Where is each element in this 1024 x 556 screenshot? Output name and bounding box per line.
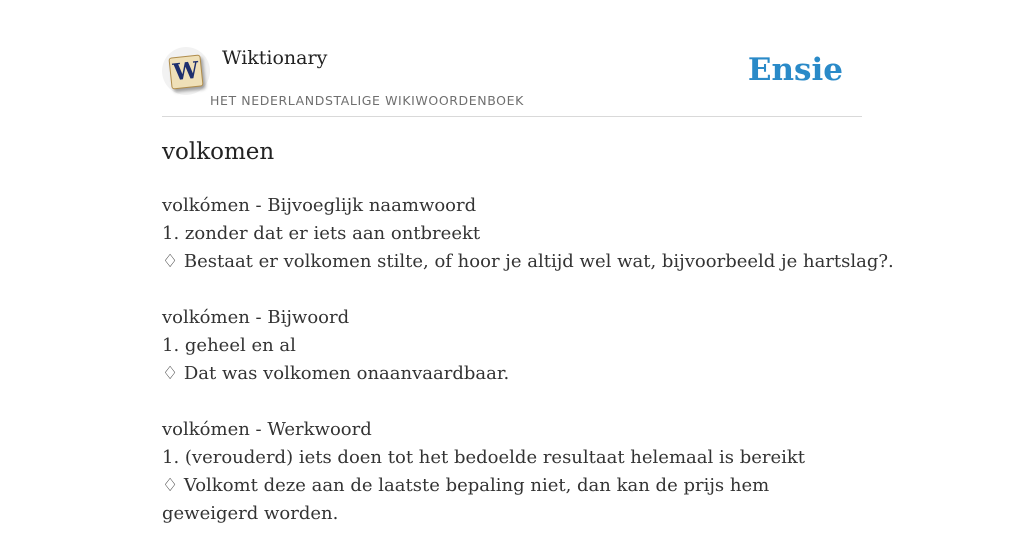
definition-list bbox=[162, 192, 894, 556]
entry-example: ♢ Dat was volkomen onaanvaardbaar. bbox=[162, 363, 510, 384]
logo-tile bbox=[168, 54, 203, 89]
entry-definition: 1. (verouderd) iets doen tot het bedoelde resultaat helemaal is bereikt bbox=[162, 447, 806, 468]
site-tagline: HET NEDERLANDSTALIGE WIKIWOORDENBOEK bbox=[210, 93, 524, 108]
entry-verb bbox=[162, 416, 862, 528]
entry-definition: 1. zonder dat er iets aan ontbreekt bbox=[162, 223, 481, 244]
ensie-brand-link[interactable]: Ensie bbox=[747, 52, 843, 88]
entry-example: ♢ Bestaat er volkomen stilte, of hoor je altijd wel wat, bijvoorbeeld je hartslag?. bbox=[162, 251, 894, 272]
entry-definition: 1. geheel en al bbox=[162, 335, 296, 356]
site-header bbox=[162, 44, 862, 117]
entry-adverb bbox=[162, 304, 862, 388]
page-title: volkomen bbox=[162, 139, 275, 165]
wiktionary-logo-icon[interactable] bbox=[162, 47, 210, 95]
entry-heading: volkómen - Bijwoord bbox=[162, 307, 350, 328]
entry-heading: volkómen - Bijvoeglijk naamwoord bbox=[162, 195, 477, 216]
entry-heading: volkómen - Werkwoord bbox=[162, 419, 372, 440]
site-name-link[interactable]: Wiktionary bbox=[222, 47, 328, 69]
entry-adjective bbox=[162, 192, 894, 276]
entry-example: ♢ Volkomt deze aan de laatste bepaling niet, dan kan de prijs hem geweigerd worden. bbox=[162, 475, 770, 524]
logo-letter: W bbox=[171, 56, 201, 87]
